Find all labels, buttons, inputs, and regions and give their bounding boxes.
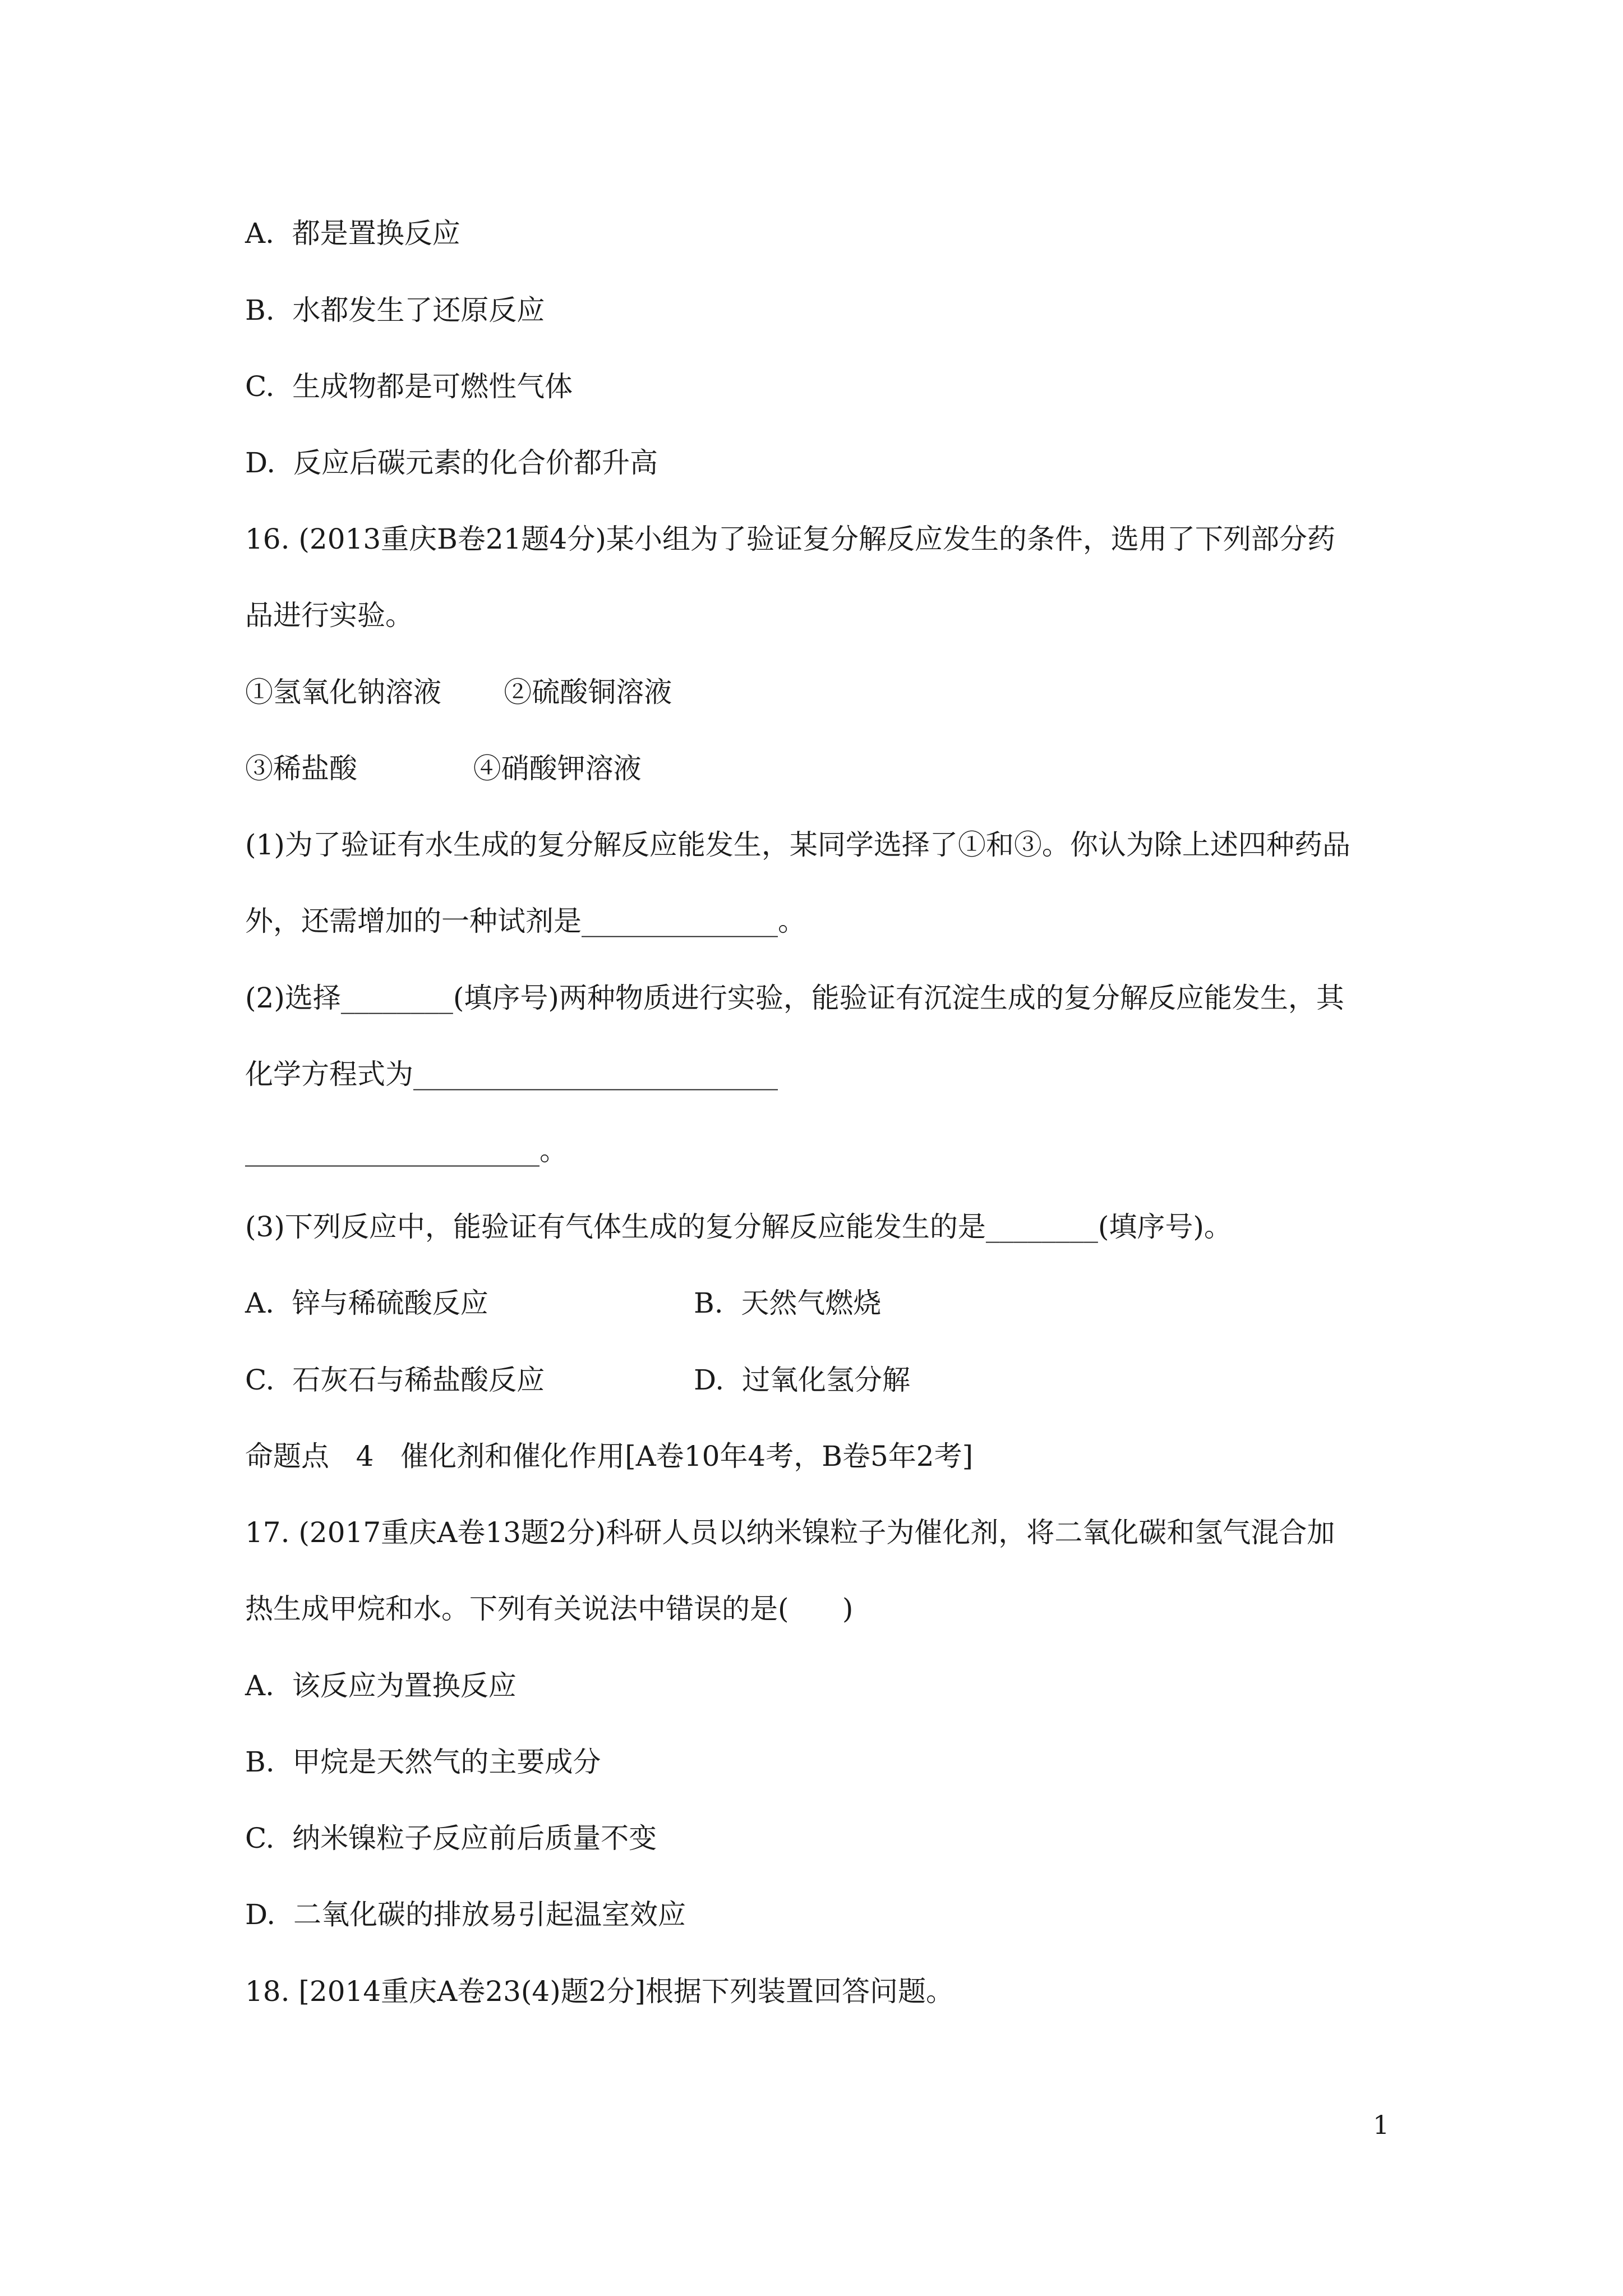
q16-part1-line-2: 外，还需增加的一种试剂是______________。 bbox=[245, 905, 806, 937]
q15-option-a: A. 都是置换反应 bbox=[245, 217, 460, 250]
q16-stem-line-2: 品进行实验。 bbox=[245, 599, 413, 632]
q16-reagents-line-2: ③稀盐酸 ④硝酸钾溶液 bbox=[245, 752, 642, 785]
page-number: 1 bbox=[1373, 2110, 1390, 2140]
q16-reagents-line-1: ①氢氧化钠溶液 ②硫酸铜溶液 bbox=[245, 676, 672, 708]
q17-option-a: A. 该反应为置换反应 bbox=[245, 1669, 517, 1702]
q16-part3-stem: (3)下列反应中，能验证有气体生成的复分解反应能发生的是________(填序号)。 bbox=[245, 1211, 1232, 1243]
q15-option-c: C. 生成物都是可燃性气体 bbox=[245, 370, 573, 403]
q15-option-b: B. 水都发生了还原反应 bbox=[245, 294, 545, 326]
q15-option-d: D. 反应后碳元素的化合价都升高 bbox=[245, 447, 658, 479]
q17-stem-line-2: 热生成甲烷和水。下列有关说法中错误的是( ) bbox=[245, 1593, 854, 1625]
q16-part3-option-c: C. 石灰石与稀盐酸反应 bbox=[245, 1364, 545, 1396]
q16-part2-line-2: 化学方程式为__________________________ bbox=[245, 1058, 778, 1091]
q17-stem-line-1: 17. (2017重庆A卷13题2分)科研人员以纳米镍粒子为催化剂，将二氧化碳和氢气混合加 bbox=[245, 1516, 1335, 1549]
q16-part2-line-1: (2)选择________(填序号)两种物质进行实验，能验证有沉淀生成的复分解反应能发生，其 bbox=[245, 982, 1344, 1014]
q18-stem: 18. [2014重庆A卷23(4)题2分]根据下列装置回答问题。 bbox=[245, 1975, 955, 2008]
q16-part1-line-1: (1)为了验证有水生成的复分解反应能发生，某同学选择了①和③。你认为除上述四种药品 bbox=[245, 829, 1350, 861]
q16-stem-line-1: 16. (2013重庆B卷21题4分)某小组为了验证复分解反应发生的条件，选用了下列部分药 bbox=[245, 523, 1335, 555]
q16-part3-option-a: A. 锌与稀硫酸反应 bbox=[245, 1287, 488, 1319]
q17-option-c: C. 纳米镍粒子反应前后质量不变 bbox=[245, 1822, 657, 1855]
q16-part3-option-b: B. 天然气燃烧 bbox=[694, 1287, 882, 1319]
q17-option-d: D. 二氧化碳的排放易引起温室效应 bbox=[245, 1898, 686, 1931]
q16-part2-line-3: _____________________。 bbox=[245, 1134, 568, 1167]
q17-option-b: B. 甲烷是天然气的主要成分 bbox=[245, 1746, 601, 1778]
topic-heading-4: 命题点 4 催化剂和催化作用[A卷10年4考，B卷5年2考] bbox=[245, 1440, 974, 1473]
q16-part3-option-d: D. 过氧化氢分解 bbox=[694, 1364, 910, 1396]
